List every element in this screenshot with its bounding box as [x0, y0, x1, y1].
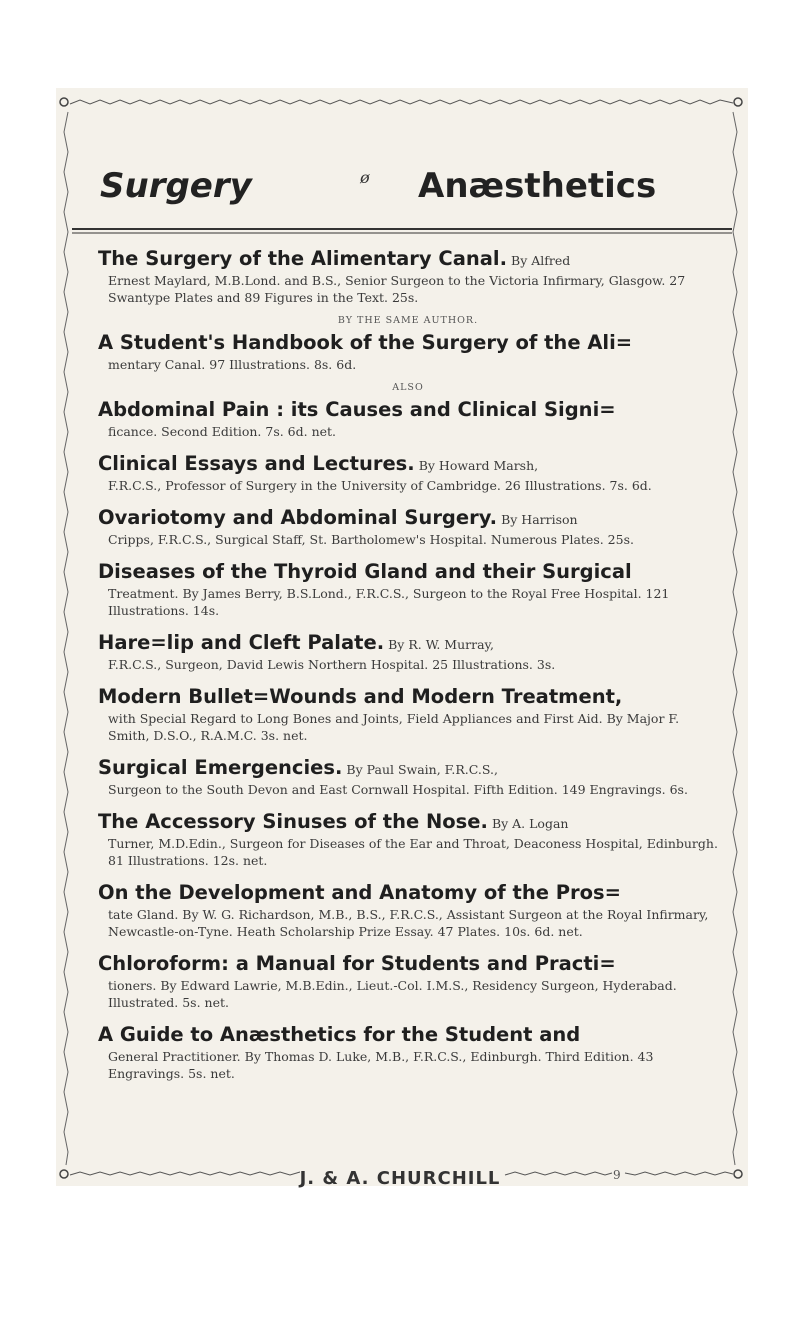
book-title: On the Development and Anatomy of the Pros=	[98, 881, 621, 904]
book-author: By Alfred	[511, 253, 571, 268]
book-author: By R. W. Murray,	[388, 637, 494, 652]
page-number: 9	[613, 1168, 621, 1182]
book-description: with Special Regard to Long Bones and Joints, Field Appliances and First Aid. By Major F. Smith, D.S.O., R.A.M.C. 3s. net.	[108, 711, 680, 743]
book-entry	[98, 332, 718, 373]
book-description: tioners. By Edward Lawrie, M.B.Edin., Lieut.-Col. I.M.S., Residency Surgeon, Hyderabad. Illustrated. 5s. net.	[108, 978, 677, 1010]
book-entry	[98, 453, 718, 494]
book-entry	[98, 561, 718, 619]
same-author-note: BY THE SAME AUTHOR.	[337, 315, 479, 326]
book-title: Modern Bullet=Wounds and Modern Treatment,	[98, 685, 623, 708]
book-author: By Harrison	[501, 512, 578, 527]
book-title: A Guide to Anæsthetics for the Student and	[98, 1023, 581, 1046]
book-description: F.R.C.S., Professor of Surgery in the University of Cambridge. 26 Illustrations. 7s. 6d.	[108, 478, 652, 493]
book-author: By A. Logan	[491, 816, 569, 831]
book-title: A Student's Handbook of the Surgery of the Ali=	[98, 331, 633, 354]
book-description: Turner, M.D.Edin., Surgeon for Diseases of the Ear and Throat, Deaconess Hospital, Edinburgh. 81 Illustrations. 12s. net.	[108, 836, 718, 868]
book-description: mentary Canal. 97 Illustrations. 8s. 6d.	[108, 357, 357, 372]
book-entry	[98, 811, 718, 869]
book-description: ficance. Second Edition. 7s. 6d. net.	[108, 424, 337, 439]
book-title: The Surgery of the Alimentary Canal.	[98, 247, 508, 270]
book-description: Ernest Maylard, M.B.Lond. and B.S., Senior Surgeon to the Victoria Infirmary, Glasgow. 27 Swantype Plates and 89 Figures in the Text. 25s.	[108, 273, 686, 305]
book-entry	[98, 248, 718, 306]
corner-ring-top-left	[60, 98, 68, 106]
book-description: Cripps, F.R.C.S., Surgical Staff, St. Bartholomew's Hospital. Numerous Plates. 25s.	[108, 532, 634, 547]
header-title-surgery: Surgery	[100, 166, 252, 206]
book-entry	[98, 757, 718, 798]
book-entry	[98, 632, 718, 673]
book-description: Treatment. By James Berry, B.S.Lond., F.R.C.S., Surgeon to the Royal Free Hospital. 121 Illustrations. 14s.	[108, 586, 670, 618]
book-title: Ovariotomy and Abdominal Surgery.	[98, 506, 498, 529]
book-title: Abdominal Pain : its Causes and Clinical Signi=	[98, 398, 616, 421]
book-title: Clinical Essays and Lectures.	[98, 452, 415, 475]
book-title: Hare=lip and Cleft Palate.	[98, 631, 385, 654]
book-title: Diseases of the Thyroid Gland and their Surgical	[98, 560, 632, 583]
book-entry	[98, 507, 718, 548]
book-entry	[98, 882, 718, 940]
book-description: F.R.C.S., Surgeon, David Lewis Northern Hospital. 25 Illustrations. 3s.	[108, 657, 556, 672]
book-description: tate Gland. By W. G. Richardson, M.B., B.S., F.R.C.S., Assistant Surgeon at the Royal Infirmary, Newcastle-on-Tyne. Heath Scholarship Prize Essay. 47 Plates. 10s. 6d. net.	[108, 907, 709, 939]
header-title-anaesthetics: Anæsthetics	[418, 166, 657, 206]
right-wavy-border	[733, 112, 737, 1165]
also-note: ALSO	[392, 382, 424, 393]
book-list	[98, 248, 718, 1095]
book-author: By Howard Marsh,	[418, 458, 539, 473]
book-entry	[98, 953, 718, 1011]
book-entry	[98, 1024, 718, 1082]
top-wavy-border	[70, 100, 733, 104]
corner-ring-top-right	[734, 98, 742, 106]
book-entry	[98, 686, 718, 744]
book-author: By Paul Swain, F.R.C.S.,	[346, 762, 498, 777]
section-header	[70, 160, 730, 220]
left-wavy-border	[64, 112, 68, 1165]
publisher-name: J. & A. CHURCHILL	[299, 1168, 501, 1189]
book-entry	[98, 399, 718, 440]
book-description: General Practitioner. By Thomas D. Luke, M.B., F.R.C.S., Edinburgh. Third Edition. 43 Engravings. 5s. net.	[108, 1049, 654, 1081]
book-description: Surgeon to the South Devon and East Cornwall Hospital. Fifth Edition. 149 Engravings. 6s.	[108, 782, 688, 797]
book-title: Surgical Emergencies.	[98, 756, 343, 779]
book-title: The Accessory Sinuses of the Nose.	[98, 810, 488, 833]
book-title: Chloroform: a Manual for Students and Practi=	[98, 952, 616, 975]
header-ornament: ø	[360, 168, 370, 187]
